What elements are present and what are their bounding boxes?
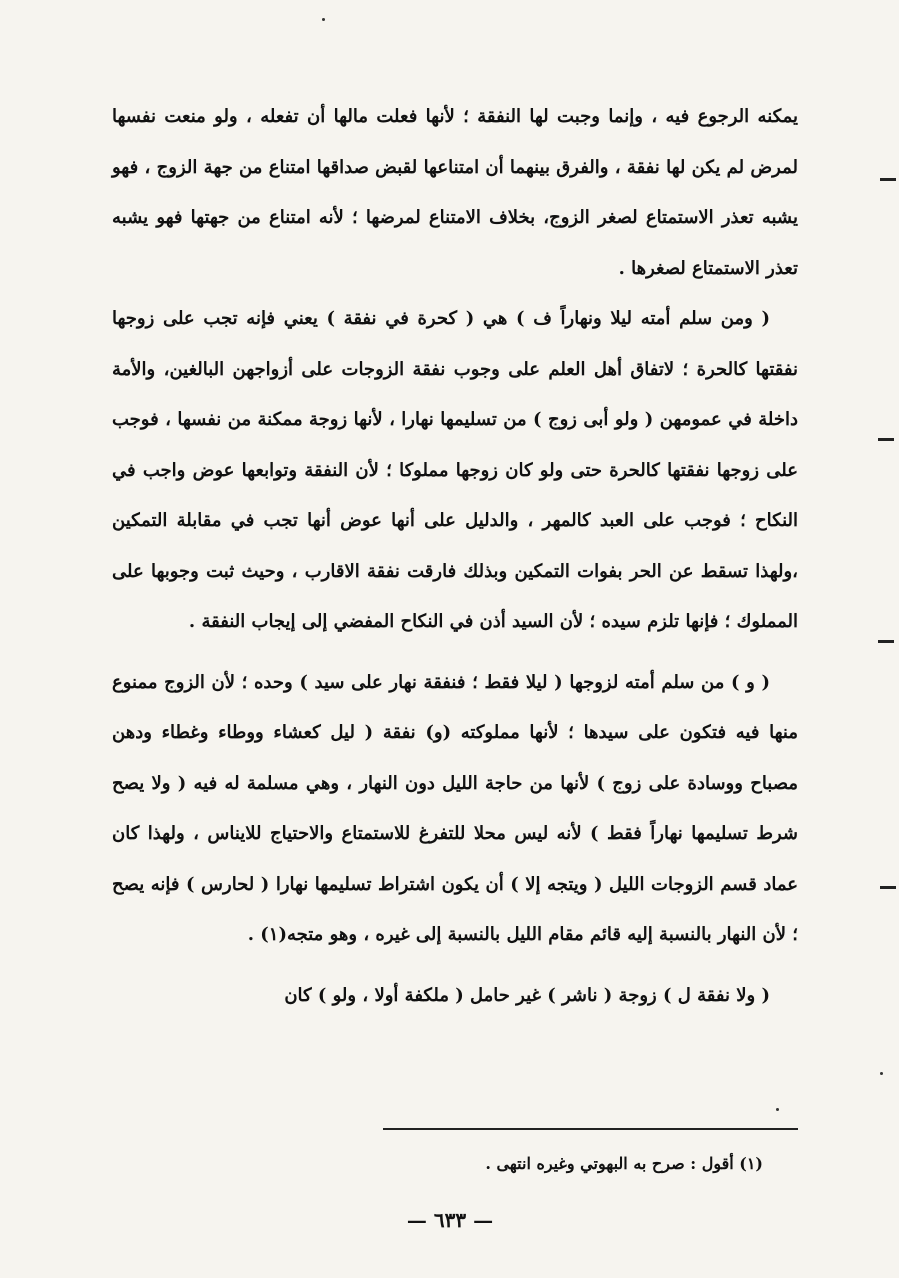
margin-mark bbox=[880, 886, 896, 889]
page-number: — ٦٣٣ — bbox=[406, 1208, 494, 1232]
scan-speck bbox=[322, 18, 325, 21]
paragraph-slave-wife-maintenance: ( ومن سلم أمته ليلا ونهاراً ف ) هي ( كحرة في نفقة ) يعني فإنه تجب على زوجها نفقتها كالحرة ؛ لاتفاق أهل العلم على وجوب نفقة الزوجات على أزواجهن البالغين، والأمة داخلة في عمومهن ( ولو أبى زوج ) من تسليمها نهارا ، لأنها زوجة ممكنة من نفسها ، فوجب على زوجها نفقتها كالحرة حتى ولو كان زوجها مملوكا ؛ لأن النفقة وتوابعها عوض واجب في النكاح ؛ فوجب على العبد كالمهر ، والدليل على أنها عوض أنها تجب في مقابلة التمكين ،ولهذا تسقط عن الحر بفوات التمكين وبذلك فارقت نفقة الاقارب ، وحيث ثبت وجوبها على المملوك ؛ فإنها تلزم سيده ؛ لأن السيد أذن في النكاح المفضي إلى إيجاب النفقة . bbox=[112, 308, 798, 632]
margin-mark bbox=[878, 640, 894, 643]
footnote-separator bbox=[383, 1128, 798, 1130]
scan-speck bbox=[880, 1072, 883, 1075]
margin-mark bbox=[878, 438, 894, 441]
paragraph-night-only: ( و ) من سلم أمته لزوجها ( ليلا فقط ؛ فنفقة نهار على سيد ) وحده ؛ لأن الزوج ممنوع منها فيه فتكون على سيدها ؛ لأنها مملوكته (و) نفقة ( ليل كعشاء ووطاء وغطاء ودهن مصباح ووسادة على زوج ) لأنها من حاجة الليل دون النهار ، وهي مسلمة له فيه ( ولا يصح شرط تسليمها نهاراً فقط ) لأنه ليس محلا للتفرغ للاستمتاع والاحتياج للايناس ، ولهذا كان عماد قسم الزوجات الليل ( ويتجه إلا ) أن يكون اشتراط تسليمها نهارا ( لحارس ) فإنه يصح ؛ لأن النهار بالنسبة إليه قائم مقام الليل بالنسبة إلى غيره ، وهو متجه(١) . bbox=[112, 671, 798, 945]
paragraph-no-maintenance: ( ولا نفقة ل ) زوجة ( ناشر ) غير حامل ( ملكفة أولا ، ولو ) كان bbox=[284, 984, 770, 1006]
margin-mark bbox=[880, 178, 896, 181]
footnote: (١) أقول : صرح به البهوتي وغيره انتهى . bbox=[485, 1154, 763, 1173]
main-text bbox=[112, 92, 798, 1021]
scan-speck bbox=[776, 1108, 779, 1111]
paragraph-continuation: يمكنه الرجوع فيه ، وإنما وجبت لها النفقة ؛ لأنها فعلت مالها أن تفعله ، ولو منعت نفسها لمرض لم يكن لها نفقة ، والفرق بينهما أن امتناعها لقبض صداقها امتناع من جهة الزوج ، فهو يشبه تعذر الاستمتاع لصغر الزوج، بخلاف الامتناع لمرضها ؛ لأنه امتناع من جهتها فهو يشبه تعذر الاستمتاع لصغرها . bbox=[112, 106, 798, 279]
